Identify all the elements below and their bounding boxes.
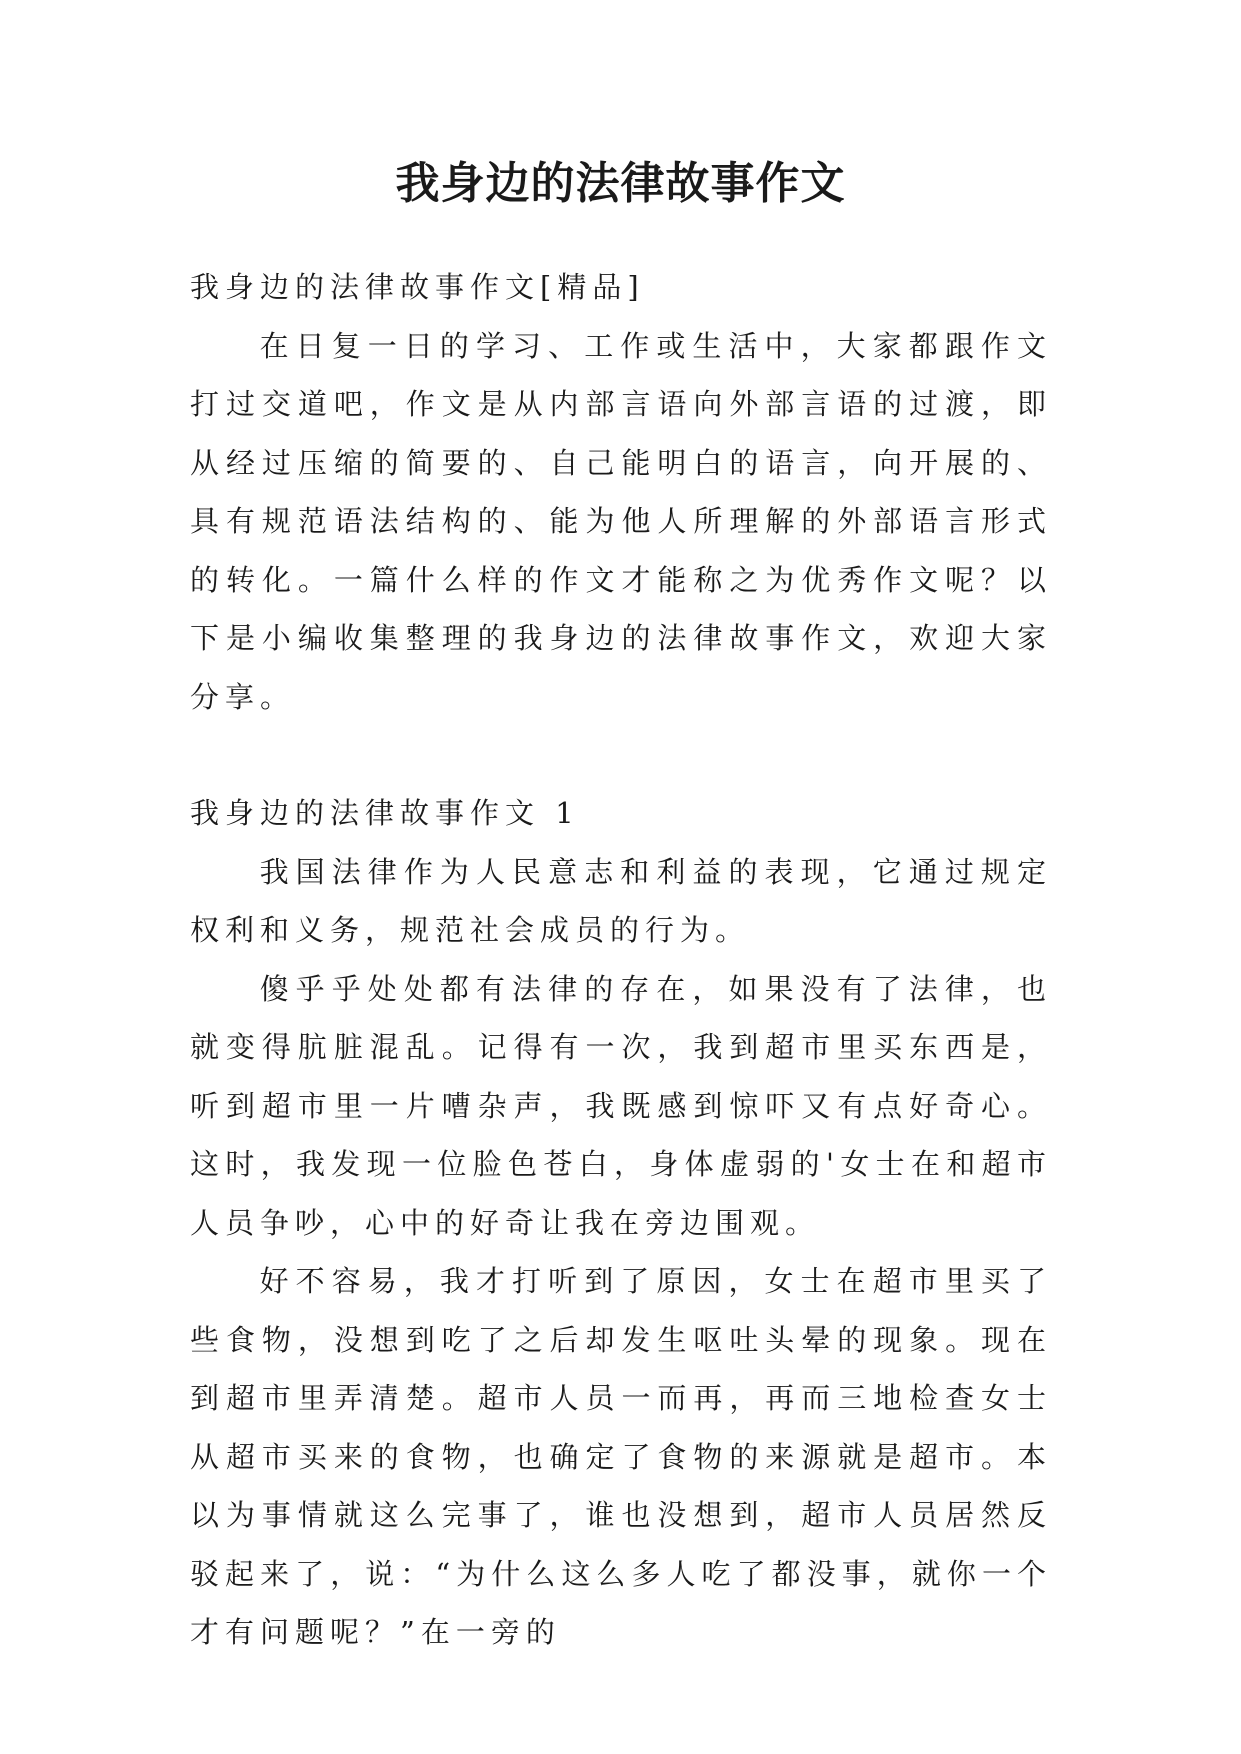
- body-paragraph: 好不容易，我才打听到了原因，女士在超市里买了些食物，没想到吃了之后却发生呕吐头晕的现象。现在到超市里弄清楚。超市人员一而再，再而三地检查女士从超市买来的食物，也确定了食物的来源就是超市。本以为事情就这么完事了，谁也没想到，超市人员居然反驳起来了，说：“为什么这么多人吃了都没事，就你一个才有问题呢？”在一旁的: [190, 1264, 1052, 1649]
- body-paragraph: 我国法律作为人民意志和利益的表现，它通过规定权利和义务，规范社会成员的行为。: [190, 854, 1052, 947]
- document-body: [190, 258, 1052, 1662]
- document-subtitle: 我身边的法律故事作文[精品]: [190, 270, 645, 304]
- intro-paragraph: 在日复一日的学习、工作或生活中，大家都跟作文打过交道吧，作文是从内部言语向外部言语的过渡，即从经过压缩的简要的、自己能明白的语言，向开展的、具有规范语法结构的、能为他人所理解的外部语言形式的转化。一篇什么样的作文才能称之为优秀作文呢？以下是小编收集整理的我身边的法律故事作文，欢迎大家分享。: [190, 328, 1052, 714]
- document-title: 我身边的法律故事作文: [395, 158, 846, 209]
- body-paragraph: 傻乎乎处处都有法律的存在，如果没有了法律，也就变得肮脏混乱。记得有一次，我到超市里买东西是，听到超市里一片嘈杂声，我既感到惊吓又有点好奇心。这时，我发现一位脸色苍白，身体虚弱的'女士在和超市人员争吵，心中的好奇让我在旁边围观。: [190, 971, 1052, 1240]
- section-heading: 我身边的法律故事作文 1: [190, 796, 580, 830]
